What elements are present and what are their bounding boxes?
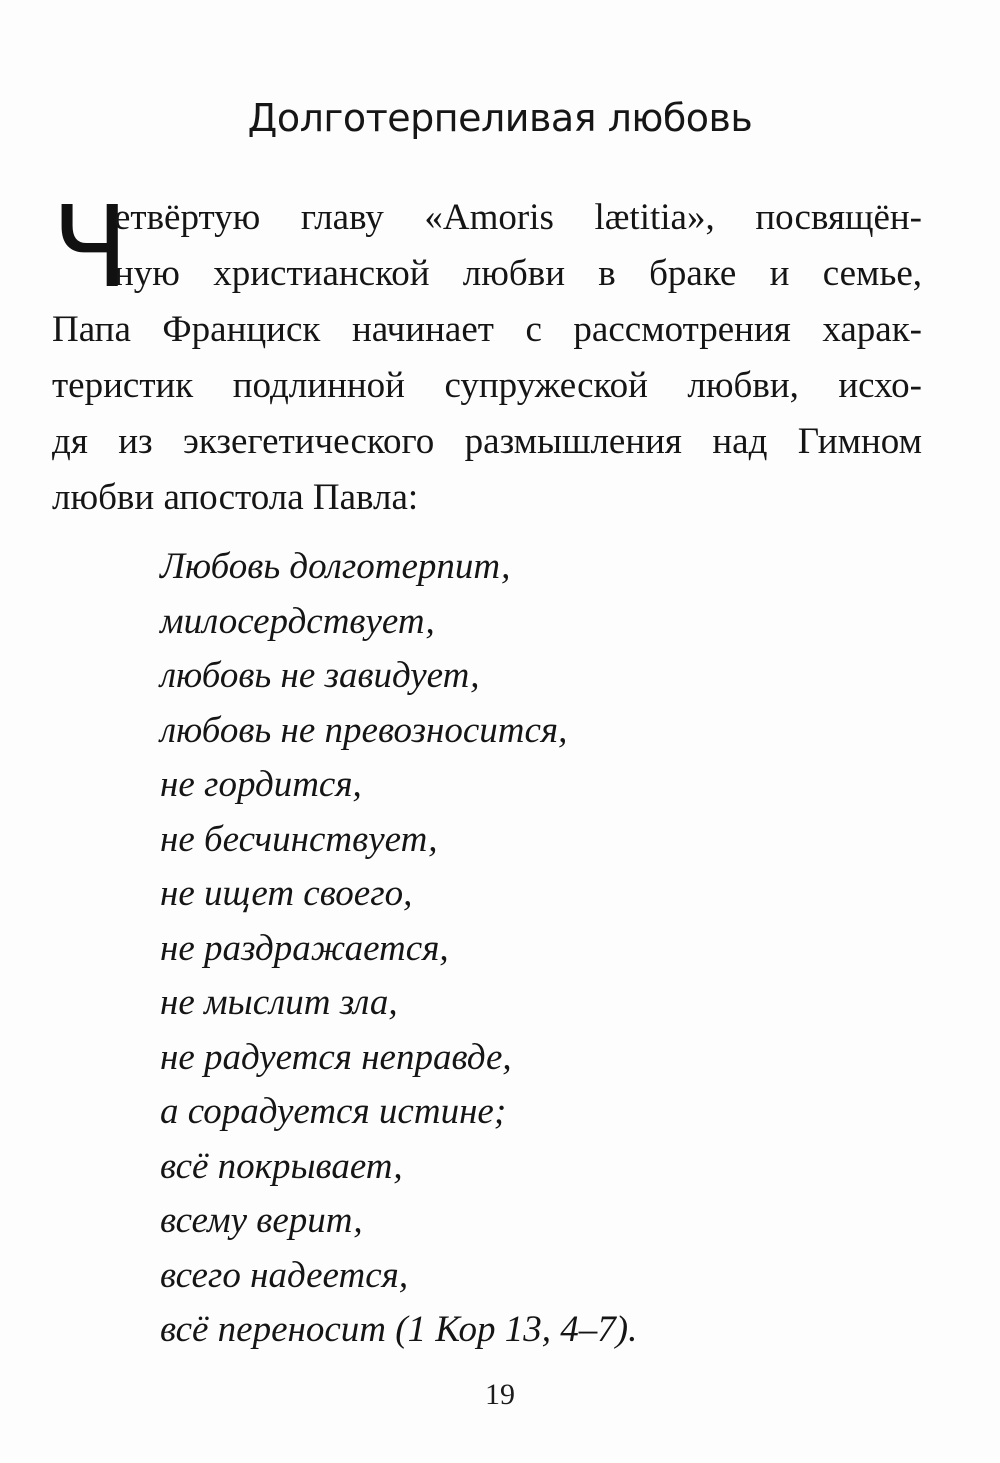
quote-line: всему верит, (160, 1200, 363, 1241)
scripture-quote (160, 540, 860, 1358)
quote-line: не радуется неправде, (160, 1036, 512, 1078)
quote-line: Любовь долготерпит, (160, 546, 511, 587)
quote-line: не ищет своего, (160, 873, 413, 914)
drop-cap: Ч (52, 183, 129, 313)
quote-line: не раздражается, (160, 927, 449, 969)
intro-line-3: Папа Франциск начинает с рассмотрения харак- (52, 309, 922, 350)
intro-line-5: дя из экзегетического размышления над Гимном (52, 421, 922, 462)
quote-line: а сорадуется истине; (160, 1091, 507, 1132)
quote-line: любовь не завидует, (160, 655, 480, 696)
quote-line: не гордится, (160, 764, 362, 805)
quote-line: любовь не превозносится, (160, 709, 568, 751)
chapter-title: Долготерпеливая любовь (247, 96, 753, 140)
quote-line: всего надеется, (160, 1254, 409, 1296)
intro-paragraph (52, 183, 922, 526)
quote-line: милосердствует, (160, 600, 435, 642)
quote-line: не бесчинствует, (160, 818, 438, 860)
intro-line-6: любви апостола Павла: (52, 477, 419, 518)
quote-line-citation: всё переносит (1 Кор 13, 4–7). (160, 1309, 638, 1350)
intro-line-4: теристик подлинной супружеской любви, исхо- (52, 365, 922, 406)
intro-line-2: ную христианской любви в браке и семье, (114, 253, 922, 294)
quote-line: не мыслит зла, (160, 982, 398, 1023)
intro-line-1: етвёртую главу «Amoris lætitia», посвящён- (114, 197, 922, 238)
quote-line: всё покрывает, (160, 1145, 403, 1187)
page-number: 19 (485, 1378, 515, 1411)
